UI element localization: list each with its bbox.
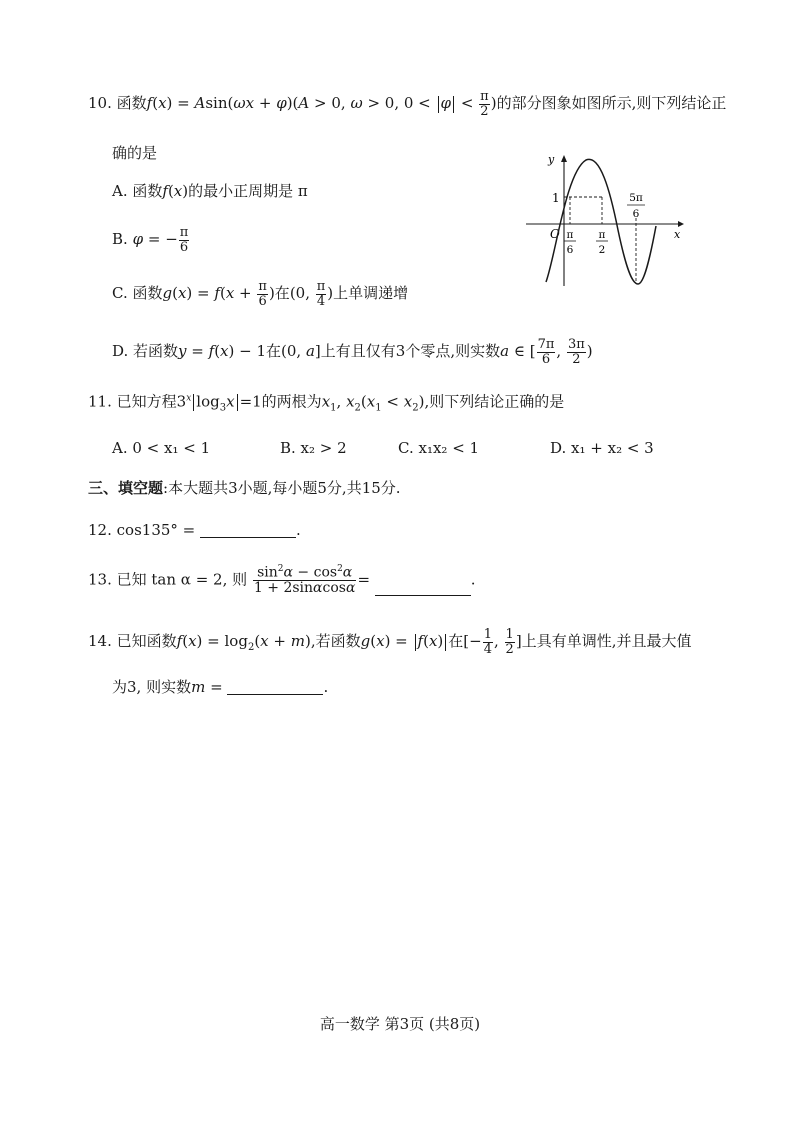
question-11-option-a: A. 0 < x₁ < 1	[112, 439, 211, 457]
fraction-13: $\frac{\sin^2\alpha - \cos^2\alpha}{1 + 2\sin\alpha\cos\alpha}$	[253, 564, 356, 597]
question-10-option-c: C. 函数g(x) = f(x + $\frac{\pi}{6}$ )在(0, $\frac{\pi}{4}$ )上单调递增	[112, 279, 409, 309]
question-11-option-c: C. x₁x₂ < 1	[398, 439, 480, 457]
question-10-option-b: B. φ = − $\frac{\pi}{6}$	[112, 225, 189, 255]
svg-text:6: 6	[566, 244, 574, 256]
question-12: 12. cos135° = .	[88, 521, 301, 539]
svg-text:π: π	[598, 229, 606, 241]
page-footer: 高一数学 第3页 (共8页)	[319, 1015, 481, 1033]
question-10-option-d: D. 若函数y = f(x) − 1在(0, a]上有且仅有3个零点,则实数a ∈ [ $\frac{7\pi}{6}$ , $\frac{3\pi}{2}$ )	[112, 337, 593, 367]
tick-5pi6	[627, 192, 645, 220]
section-3-header: 三、填空题:本大题共3小题,每小题5分,共15分.	[88, 479, 401, 497]
svg-text:6: 6	[632, 208, 640, 220]
question-13: 13. 已知 tan α = 2, 则 $\frac{\sin^2\alpha - \cos^2\alpha}{1 + 2\sin\alpha\cos\alpha}$ = .	[88, 564, 476, 597]
question-11-stem: 11. 已知方程3$^x$ $\log_3x =1$的两根为$x_1$, $x_2(x_1 < x_2)$,则下列结论正确的是	[88, 392, 565, 414]
svg-text:π: π	[566, 229, 574, 241]
question-11-option-d: D. x₁ + x₂ < 3	[550, 439, 654, 457]
pi-over-2: $\frac{\pi}{2}$	[480, 89, 489, 119]
answer-blank-13[interactable]	[375, 581, 471, 596]
tick-pi2	[596, 229, 608, 256]
y-value-1: 1	[552, 191, 560, 205]
sine-curve	[546, 159, 656, 284]
tick-pi6	[564, 229, 576, 256]
question-14-line2: 为3, 则实数m = .	[112, 678, 329, 696]
answer-blank-14[interactable]	[227, 680, 323, 695]
answer-blank-12[interactable]	[200, 523, 296, 538]
y-axis-label: y	[548, 153, 555, 166]
x-axis-arrow	[678, 221, 684, 227]
question-10-stem-line2: 确的是	[112, 144, 158, 162]
question-14-line1: 14. 已知函数$f(x) = \log_2(x + m)$,若函数g(x) = f(x) 在[− $\frac{1}{4}$ , $\frac{1}{2}$ ]上具有单调性,并且最大值	[88, 627, 692, 657]
y-axis-arrow	[561, 155, 567, 162]
sine-graph	[526, 150, 692, 290]
origin-label: O	[550, 227, 560, 241]
svg-text:5π: 5π	[629, 192, 643, 204]
question-11-option-b: B. x₂ > 2	[280, 439, 347, 457]
question-10-stem: 10. 函数f(x) = Asin(ωx + φ)(A > 0, ω > 0, 0 < φ < $\frac{\pi}{2}$ )的部分图象如图所示,则下列结论正	[88, 89, 727, 119]
x-axis-label: x	[674, 228, 681, 241]
svg-text:2: 2	[598, 244, 606, 256]
question-10-option-a: A. 函数f(x)的最小正周期是 π	[112, 182, 308, 200]
